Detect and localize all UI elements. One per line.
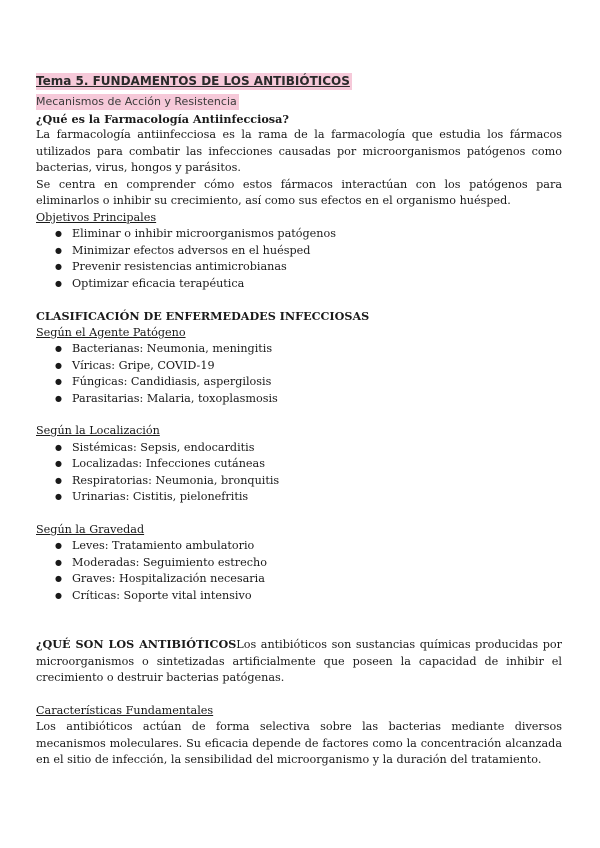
list-item: ● Minimizar efectos adversos en el huésped	[72, 243, 562, 260]
location-list	[36, 440, 562, 506]
agent-list	[36, 341, 562, 407]
document-page	[36, 70, 562, 769]
intro-question: ¿Qué es la Farmacología Antiinfecciosa?	[36, 112, 289, 126]
document-title: Tema 5. FUNDAMENTOS DE LOS ANTIBIÓTICOS	[36, 74, 350, 88]
list-item: ● Sistémicas: Sepsis, endocarditis	[72, 440, 562, 457]
agent-heading: Según el Agente Patógeno	[36, 325, 186, 339]
antibiotics-heading: ¿QUÉ SON LOS ANTIBIÓTICOS	[36, 637, 237, 651]
list-item: ● Moderadas: Seguimiento estrecho	[72, 555, 562, 572]
list-item: ● Leves: Tratamiento ambulatorio	[72, 538, 562, 555]
list-item: ● Graves: Hospitalización necesaria	[72, 571, 562, 588]
characteristics-heading: Características Fundamentales	[36, 703, 214, 717]
list-item: ● Localizadas: Infecciones cutáneas	[72, 456, 562, 473]
location-heading: Según la Localización	[36, 424, 160, 437]
list-item: ● Parasitarias: Malaria, toxoplasmosis	[72, 391, 562, 408]
severity-list	[36, 538, 562, 604]
list-item: ● Bacterianas: Neumonia, meningitis	[72, 341, 562, 358]
list-item: ● Urinarias: Cistitis, pielonefritis	[72, 489, 562, 506]
list-item: ● Críticas: Soporte vital intensivo	[72, 588, 562, 605]
list-item: ● Víricas: Gripe, COVID-19	[72, 358, 562, 375]
objectives-list	[36, 226, 562, 292]
antibiotics-paragraph	[36, 636, 562, 687]
list-item: ● Prevenir resistencias antimicrobianas	[72, 259, 562, 276]
list-item: ● Respiratorias: Neumonia, bronquitis	[72, 473, 562, 490]
list-item: ● Eliminar o inhibir microorganismos patógenos	[72, 226, 562, 243]
list-item: ● Fúngicas: Candidiasis, aspergilosis	[72, 374, 562, 391]
intro-paragraph-2: Se centra en comprender cómo estos fármacos interactúan con los patógenos para eliminarlos o inhibir su crecimiento, así como sus efectos en el organismo huésped.	[36, 177, 562, 207]
document-subtitle: Mecanismos de Acción y Resistencia	[36, 95, 237, 108]
intro-paragraph-1: La farmacología antiinfecciosa es la rama de la farmacología que estudia los fármacos utilizados para combatir las infecciones causadas por microorganismos patógenos como bacterias, virus, hongos y parásitos.	[36, 128, 562, 174]
classification-heading: CLASIFICACIÓN DE ENFERMEDADES INFECCIOSAS	[36, 309, 370, 323]
antibiotics-text: Los antibióticos son sustancias químicas producidas por microorganismos o sintetizadas artificialmente que poseen la capacidad de inhibir el crecimiento o destruir bacterias patógenas.	[36, 638, 562, 684]
characteristics-paragraph: Los antibióticos actúan de forma selectiva sobre las bacterias mediante diversos mecanismos moleculares. Su eficacia depende de factores como la concentración alcanzada en el sitio de infección, la sensibilidad del microorganismo y la duración del tratamiento.	[36, 720, 562, 766]
severity-heading: Según la Gravedad	[36, 522, 145, 536]
list-item: ● Optimizar eficacia terapéutica	[72, 276, 562, 293]
objectives-heading: Objetivos Principales	[36, 210, 157, 224]
